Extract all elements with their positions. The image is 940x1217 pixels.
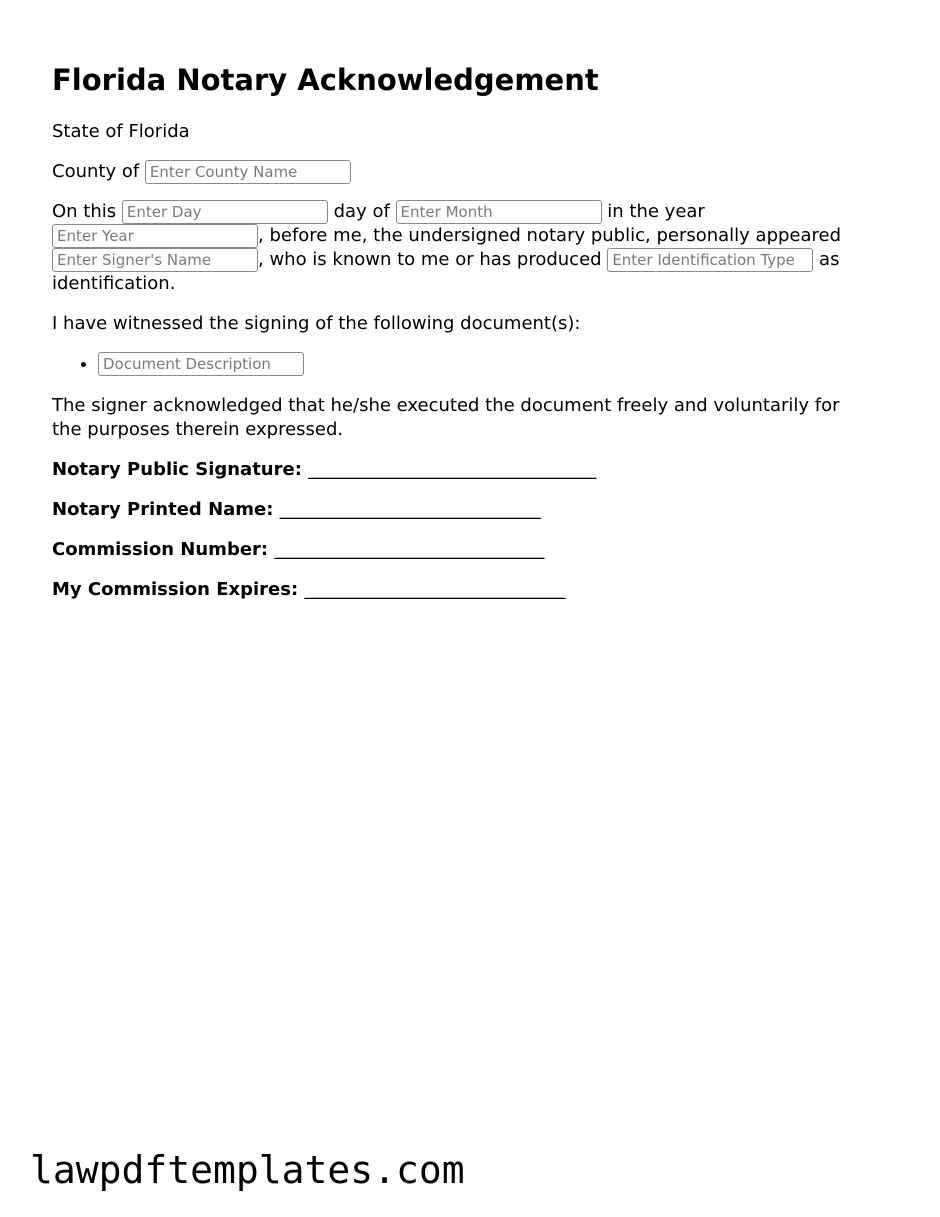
on-this-text: On this [52, 201, 117, 222]
signer-name-input[interactable] [52, 248, 258, 272]
county-input[interactable] [145, 160, 351, 184]
as-identification-text: as identification. [52, 249, 840, 294]
watermark-text: lawpdftemplates.com [30, 1148, 465, 1192]
identification-type-input[interactable] [607, 248, 813, 272]
county-label: County of [52, 161, 140, 182]
commission-number-line [52, 538, 872, 562]
list-item [98, 352, 872, 376]
commission-number-blank: ______________________________ [274, 539, 545, 560]
in-the-year-text: in the year [607, 201, 705, 222]
notary-signature-line [52, 458, 872, 482]
notary-printed-name-label: Notary Printed Name: [52, 499, 274, 520]
day-of-text: day of [333, 201, 390, 222]
before-me-text: , before me, the undersigned notary public, personally appeared [258, 225, 842, 246]
day-input[interactable] [122, 200, 328, 224]
commission-expires-blank: _____________________________ [304, 579, 566, 600]
known-to-me-text: , who is known to me or has produced [258, 249, 602, 270]
year-input[interactable] [52, 224, 258, 248]
county-line [52, 160, 872, 184]
witnessed-text: I have witnessed the signing of the following document(s): [52, 313, 581, 334]
page-title: Florida Notary Acknowledgement [52, 63, 599, 97]
document-description-input[interactable] [98, 352, 304, 376]
notary-signature-label: Notary Public Signature: [52, 459, 302, 480]
commission-expires-line [52, 578, 872, 602]
commission-number-label: Commission Number: [52, 539, 269, 560]
appearance-paragraph [52, 200, 872, 296]
state-line: State of Florida [52, 121, 190, 142]
acknowledged-text: The signer acknowledged that he/she executed the document freely and voluntarily for the purposes therein expressed. [52, 395, 840, 440]
document-list [52, 352, 872, 376]
notary-printed-name-line [52, 498, 872, 522]
notary-form [52, 60, 872, 618]
month-input[interactable] [396, 200, 602, 224]
notary-signature-blank: ________________________________ [308, 459, 597, 480]
notary-printed-name-blank: _____________________________ [279, 499, 541, 520]
commission-expires-label: My Commission Expires: [52, 579, 299, 600]
